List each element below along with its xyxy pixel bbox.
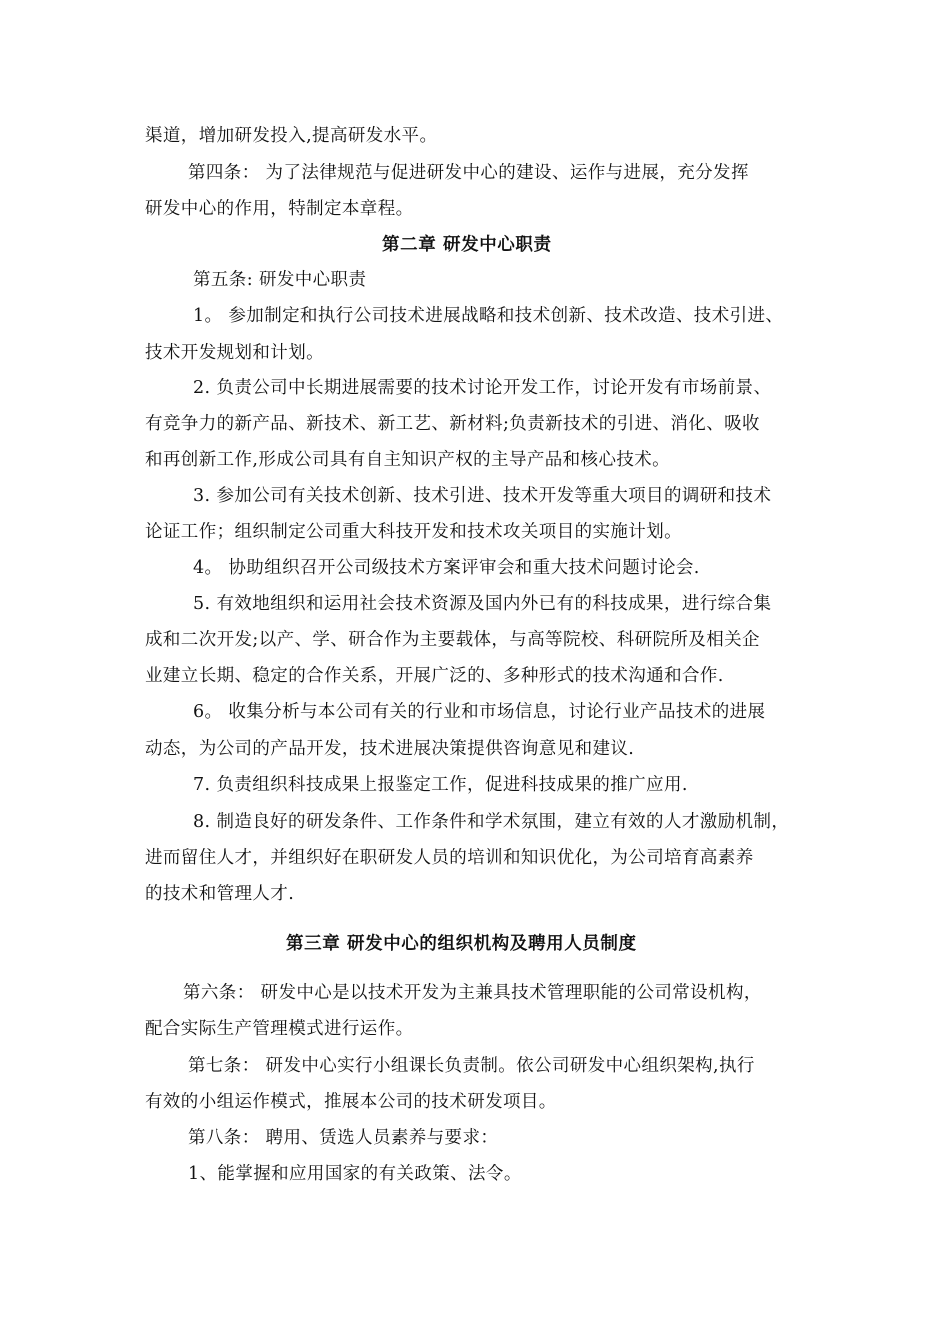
list-item-5: 5. 有效地组织和运用社会技术资源及国内外已有的科技成果，进行综合集 [193, 594, 772, 614]
paragraph-line: 研发中心的作用，特制定本章程。 [145, 199, 414, 219]
paragraph-line: 论证工作；组织制定公司重大科技开发和技术攻关项目的实施计划。 [145, 522, 682, 542]
list-item-4: 4。 协助组织召开公司级技术方案评审会和重大技术问题讨论会. [193, 558, 700, 578]
list-item-6: 6。 收集分析与本公司有关的行业和市场信息，讨论行业产品技术的进展 [193, 702, 766, 722]
paragraph-line: 进而留住人才，并组织好在职研发人员的培训和知识优化，为公司培育高素养 [145, 848, 754, 868]
paragraph-line: 成和二次开发;以产、学、研合作为主要载体，与高等院校、科研院所及相关企 [145, 630, 760, 650]
article-5-line: 第五条: 研发中心职责 [193, 270, 367, 290]
paragraph-line: 有竞争力的新产品、新技术、新工艺、新材料;负责新技术的引进、消化、吸收 [145, 414, 760, 434]
paragraph-line: 的技术和管理人才. [145, 884, 295, 904]
list-item-1: 1。 参加制定和执行公司技术进展战略和技术创新、技术改造、技术引进、 [193, 306, 784, 326]
chapter-3-heading: 第三章 研发中心的组织机构及聘用人员制度 [286, 934, 637, 954]
paragraph-line: 有效的小组运作模式，推展本公司的技术研发项目。 [145, 1092, 557, 1112]
article-8-line: 第八条： 聘用、赁选人员素养与要求： [188, 1128, 499, 1148]
paragraph-line: 配合实际生产管理模式进行运作。 [145, 1019, 414, 1039]
paragraph-line: 业建立长期、稳定的合作关系，开展广泛的、多种形式的技术沟通和合作. [145, 666, 724, 686]
list-item-2: 2. 负责公司中长期进展需要的技术讨论开发工作，讨论开发有市场前景、 [193, 378, 772, 398]
list-item-requirement-1: 1、能掌握和应用国家的有关政策、法令。 [188, 1164, 522, 1184]
article-6-line: 第六条： 研发中心是以技术开发为主兼具技术管理职能的公司常设机构， [183, 983, 762, 1003]
chapter-2-heading: 第二章 研发中心职责 [382, 235, 552, 255]
list-item-3: 3. 参加公司有关技术创新、技术引进、技术开发等重大项目的调研和技术 [193, 486, 772, 506]
paragraph-line: 和再创新工作,形成公司具有自主知识产权的主导产品和核心技术。 [145, 450, 671, 470]
list-item-8: 8. 制造良好的研发条件、工作条件和学术氛围，建立有效的人才激励机制， [193, 812, 790, 832]
paragraph-line: 技术开发规划和计划。 [145, 343, 324, 363]
article-4-line: 第四条： 为了法律规范与促进研发中心的建设、运作与进展，充分发挥 [188, 163, 749, 183]
article-7-line: 第七条： 研发中心实行小组课长负责制。依公司研发中心组织架构,执行 [188, 1056, 755, 1076]
list-item-7: 7. 负责组织科技成果上报鉴定工作，促进科技成果的推广应用. [193, 775, 688, 795]
paragraph-line: 动态，为公司的产品开发，技术进展决策提供咨询意见和建议. [145, 739, 635, 759]
paragraph-line: 渠道，增加研发投入,提高研发水平。 [145, 126, 438, 146]
